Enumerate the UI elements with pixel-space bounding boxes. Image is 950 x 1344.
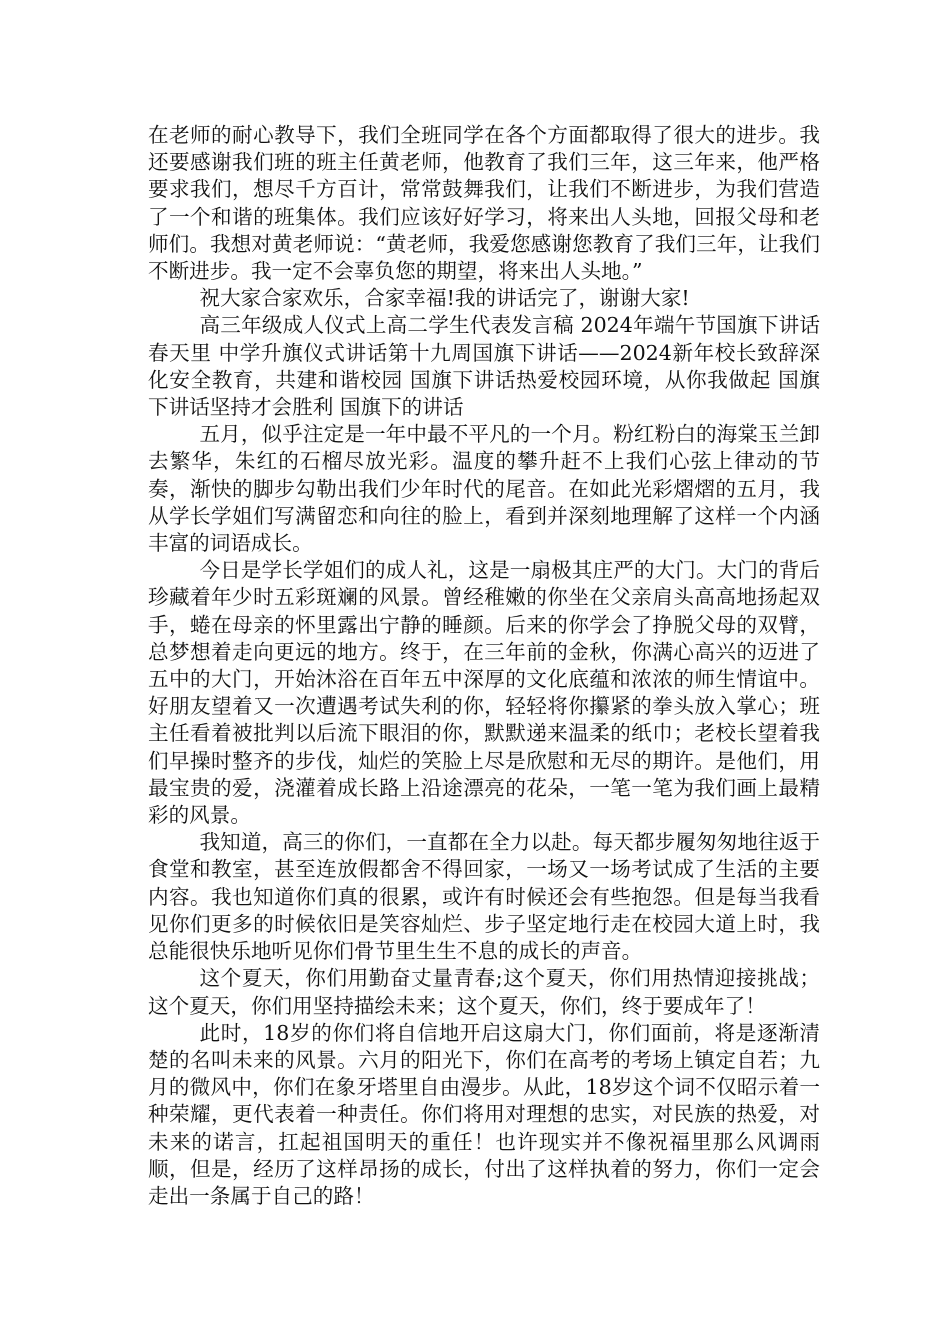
paragraph-coming-of-age: 今日是学长学姐们的成人礼，这是一扇极其庄严的大门。大门的背后珍藏着年少时五彩斑斓的风景。曾经稚嫩的你坐在父亲肩头高高地扬起双手，蜷在母亲的怀里露出宁静的睡颜。后来的你学会了挣脱父母的双臂，总梦想着走向更远的地方。终于，在三年前的金秋，你满心高兴的迈进了五中的大门，开始沐浴在百年五中深厚的文化底蕴和浓浓的师生情谊中。好朋友望着又一次遭遇考试失利的你，轻轻将你攥紧的拳头放入掌心；班主任看着被批判以后流下眼泪的你，默默递来温柔的纸巾；老校长望着我们早操时整齐的步伐，灿烂的笑脸上尽是欣慰和无尽的期许。是他们，用最宝贵的爱，浇灌着成长路上沿途漂亮的花朵，一笔一笔为我们画上最精彩的风景。 xyxy=(148,558,820,828)
paragraph-related-titles: 高三年级成人仪式上高二学生代表发言稿 2024年端午节国旗下讲话春天里 中学升旗仪式讲话第十九周国旗下讲话——2024新年校长致辞深化安全教育，共建和谐校园 国旗下讲话热爱校园环境，从你我做起 国旗下讲话坚持才会胜利 国旗下的讲话 xyxy=(148,313,820,420)
paragraph-closing-wishes: 祝大家合家欢乐，合家幸福!我的讲话完了，谢谢大家! xyxy=(199,286,690,311)
document-body xyxy=(148,122,820,1210)
paragraph-thanks-teacher: 在老师的耐心教导下，我们全班同学在各个方面都取得了很大的进步。我还要感谢我们班的班主任黄老师，他教育了我们三年，这三年来，他严格要求我们，想尽千方百计，常常鼓舞我们，让我们不断进步，为我们营造了一个和谐的班集体。我们应该好好学习，将来出人头地，回报父母和老师们。我想对黄老师说：“黄老师，我爱您感谢您教育了我们三年，让我们不断进步。我一定不会辜负您的期望，将来出人头地。” xyxy=(148,123,820,284)
paragraph-senior-effort: 我知道，高三的你们，一直都在全力以赴。每天都步履匆匆地往返于食堂和教室，甚至连放假都舍不得回家，一场又一场考试成了生活的主要内容。我也知道你们真的很累，或许有时候还会有些抱怨。但是每当我看见你们更多的时候依旧是笑容灿烂、步子坚定地行走在校园大道上时，我总能很快乐地听见你们骨节里生生不息的成长的声音。 xyxy=(148,830,820,964)
paragraph-may: 五月，似乎注定是一年中最不平凡的一个月。粉红粉白的海棠玉兰卸去繁华，朱红的石榴尽放光彩。温度的攀升赶不上我们心弦上律动的节奏，渐快的脚步勾勒出我们少年时代的尾音。在如此光彩熠熠的五月，我从学长学姐们写满留恋和向往的脸上，看到并深刻地理解了这样一个内涵丰富的词语成长。 xyxy=(148,422,820,556)
paragraph-age-eighteen: 此时，18岁的你们将自信地开启这扇大门，你们面前，将是逐渐清楚的名叫未来的风景。六月的阳光下，你们在高考的考场上镇定自若；九月的微风中，你们在象牙塔里自由漫步。从此，18岁这个词不仅昭示着一种荣耀，更代表着一种责任。你们将用对理想的忠实，对民族的热爱，对未来的诺言，扛起祖国明天的重任！也许现实并不像祝福里那么风调雨顺，但是，经历了这样昂扬的成长，付出了这样执着的努力，你们一定会走出一条属于自己的路！ xyxy=(148,1020,820,1208)
paragraph-this-summer: 这个夏天，你们用勤奋丈量青春;这个夏天，你们用热情迎接挑战；这个夏天，你们用坚持描绘未来；这个夏天，你们，终于要成年了！ xyxy=(148,966,820,1018)
